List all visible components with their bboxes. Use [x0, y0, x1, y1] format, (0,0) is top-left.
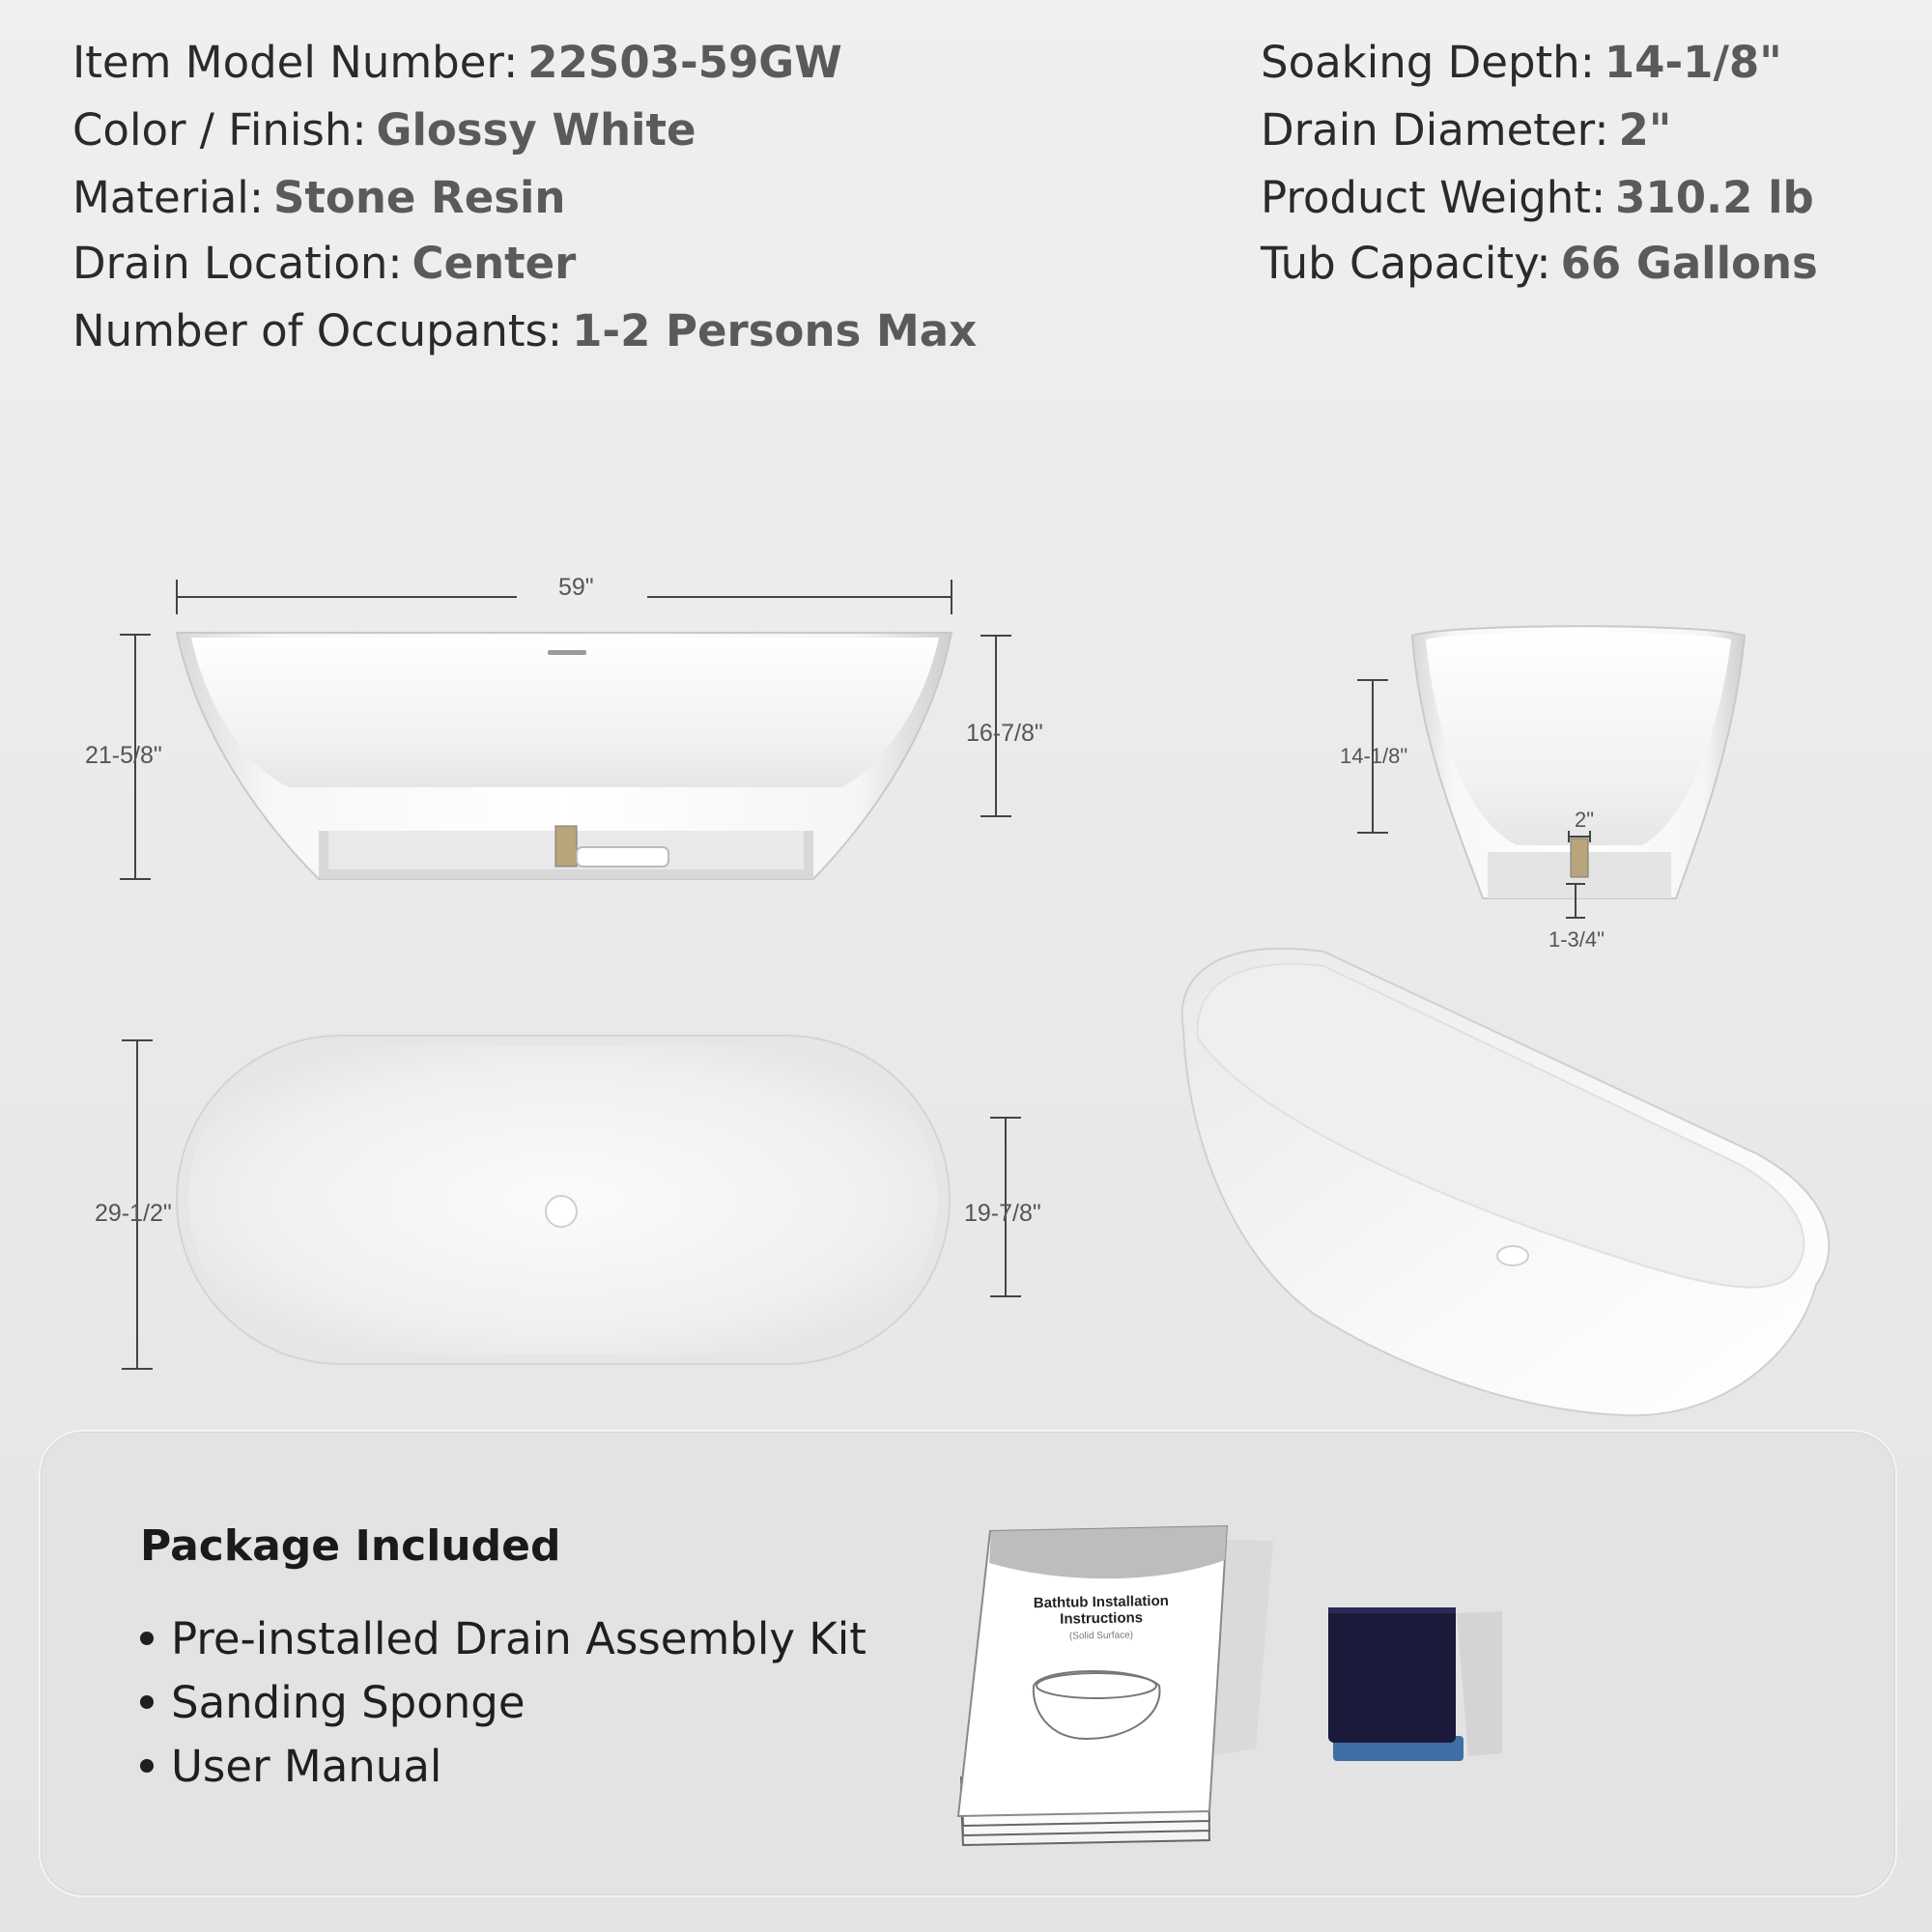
dim-width: 29-1/2" [95, 1200, 172, 1227]
spec-label: Drain Diameter: [1261, 104, 1609, 156]
spec-label: Tub Capacity: [1261, 238, 1551, 289]
manual-subtitle: (Solid Surface) [1068, 1630, 1134, 1642]
spec-label: Color / Finish: [72, 104, 367, 156]
package-title: Package Included [140, 1521, 561, 1571]
spec-value: Center [412, 238, 577, 289]
package-item-label: Pre-installed Drain Assembly Kit [171, 1613, 867, 1664]
spec-value: 1-2 Persons Max [572, 305, 978, 356]
spec-label: Drain Location: [72, 238, 403, 289]
spec-value: 66 Gallons [1560, 238, 1818, 289]
spec-label: Soaking Depth: [1261, 37, 1595, 88]
spec-value: 310.2 lb [1615, 172, 1814, 223]
manual-title: Bathtub Installation Instructions [1033, 1592, 1169, 1628]
spec-value: 2" [1618, 104, 1672, 156]
package-item-label: User Manual [171, 1741, 442, 1792]
dim-inner-width: 19-7/8" [964, 1200, 1041, 1227]
sanding-sponge [1328, 1607, 1502, 1761]
spec-label: Product Weight: [1261, 172, 1606, 223]
dim-soaking-depth: 14-1/8" [1340, 744, 1408, 768]
spec-label: Number of Occupants: [72, 305, 563, 356]
spec-value: 14-1/8" [1604, 37, 1782, 88]
package-item-label: Sanding Sponge [171, 1677, 526, 1728]
spec-value: Glossy White [376, 104, 696, 156]
spec-label: Item Model Number: [72, 37, 519, 88]
dim-height: 21-5/8" [85, 742, 162, 769]
spec-label: Material: [72, 172, 264, 223]
spec-value: 22S03-59GW [527, 37, 842, 88]
spec-value: Stone Resin [272, 172, 566, 223]
dim-drain-diameter: 2" [1575, 808, 1595, 832]
dim-inner-depth: 16-7/8" [966, 720, 1043, 747]
dim-drain-height: 1-3/4" [1548, 927, 1605, 952]
dim-length: 59" [558, 574, 594, 601]
